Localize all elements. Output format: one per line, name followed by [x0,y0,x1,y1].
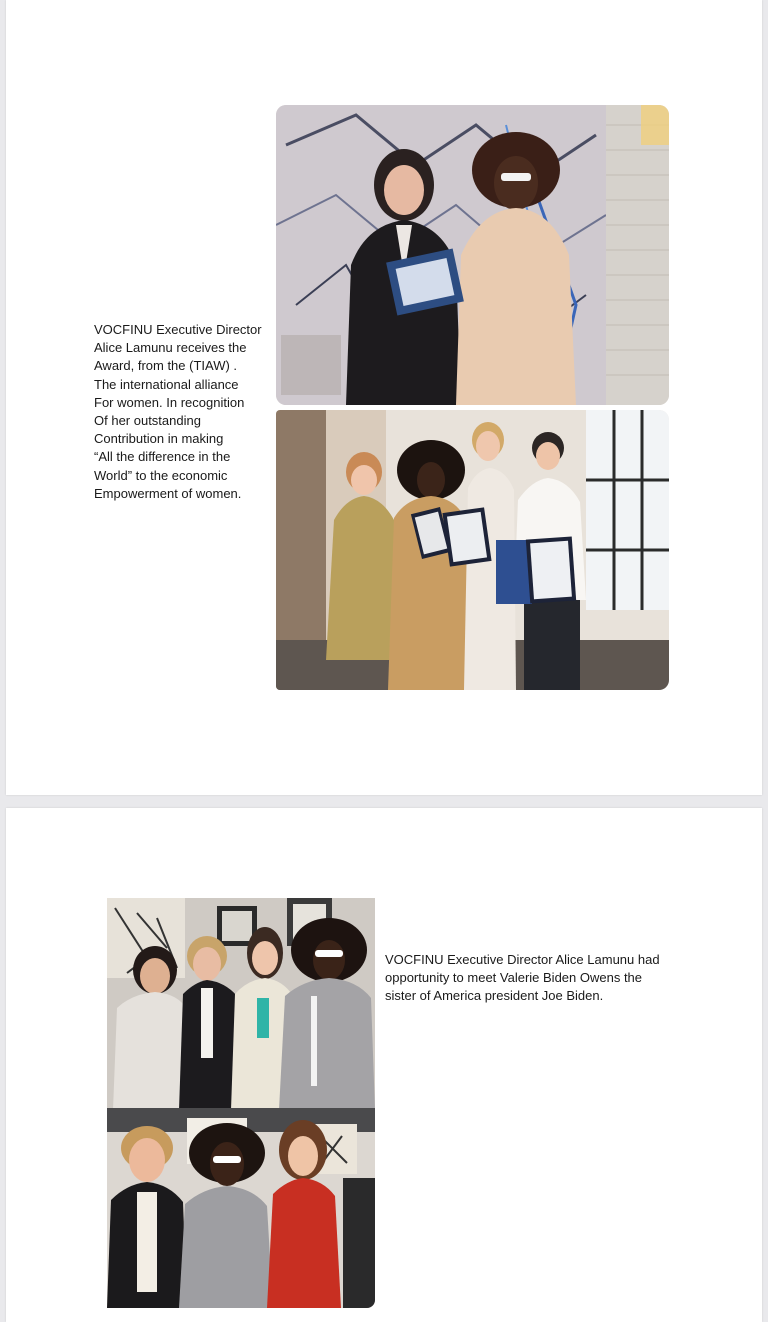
meeting-trio-photo [107,1108,375,1308]
award-presentation-photo [276,105,669,405]
award-caption: VOCFINU Executive Director Alice Lamunu receives the Award, from the (TIAW) . The international alliance For women. In recognition Of her outstanding Contribution in making “All the difference in the World” to the economic Empowerment of women. [94,322,262,501]
document-page-2 [6,808,762,1322]
document-page-1 [6,0,762,795]
meeting-caption: VOCFINU Executive Director Alice Lamunu had opportunity to meet Valerie Biden Owens the sister of America president Joe Biden. [385,952,660,1004]
group-award-photo [276,410,669,690]
meeting-group-photo [107,898,375,1110]
